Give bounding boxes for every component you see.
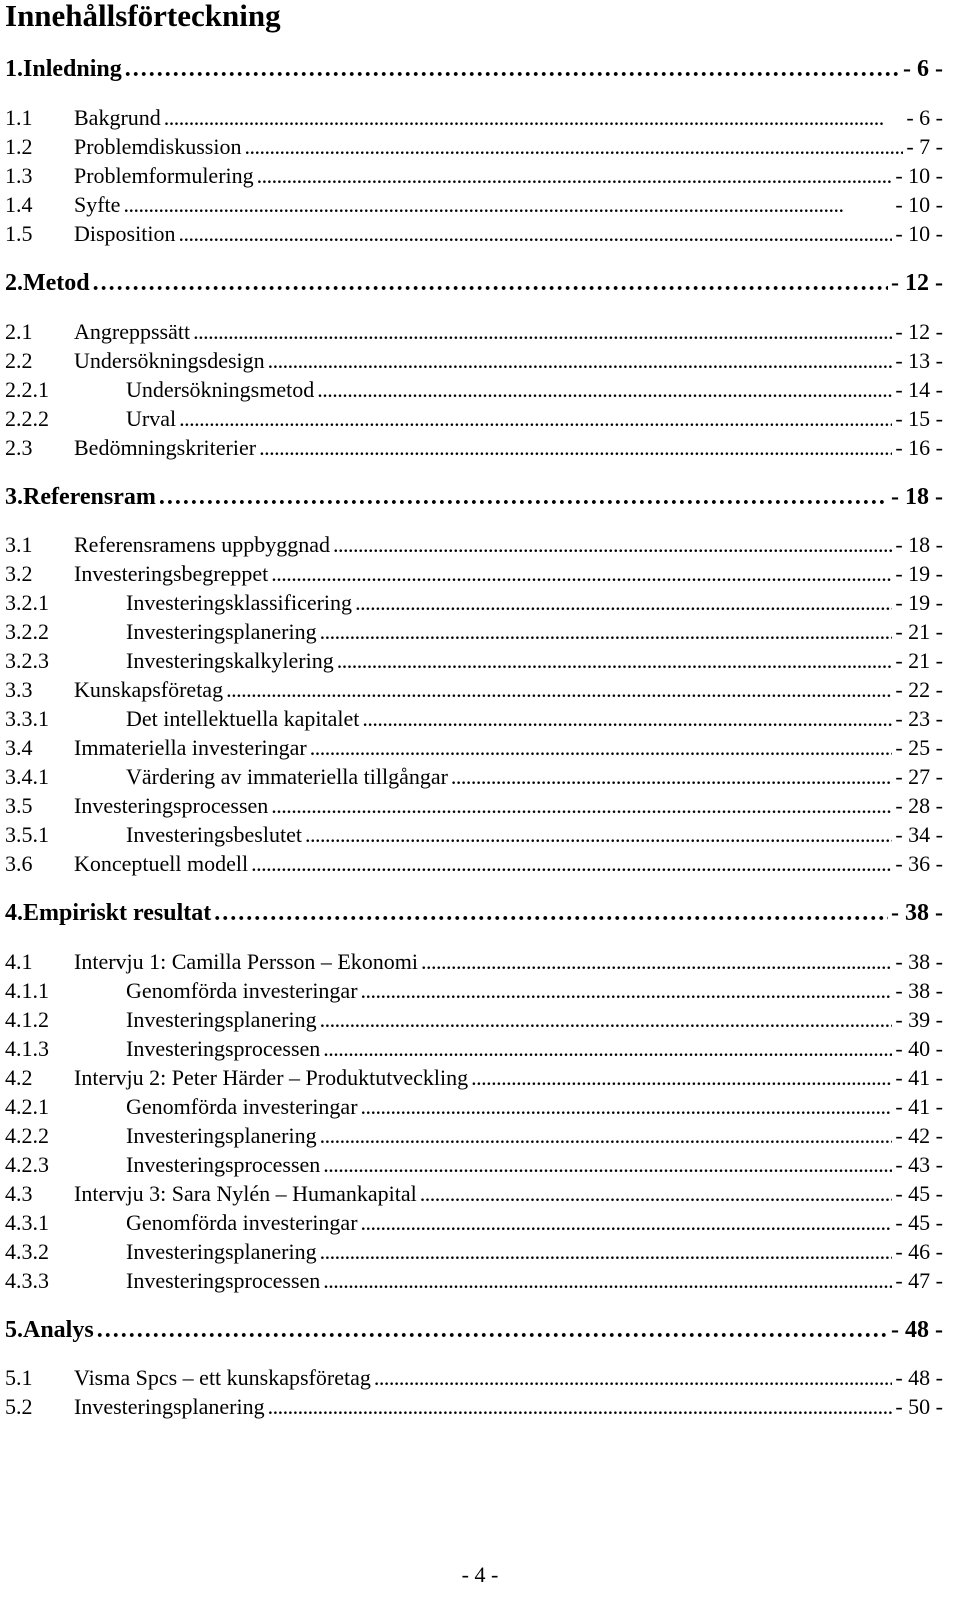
toc-entry [5, 898, 943, 928]
dot-leader [259, 433, 892, 463]
toc-entry-number: 3.2.2 [5, 619, 49, 644]
dot-leader [320, 1121, 893, 1151]
toc-entry-page: - 40 - [895, 1036, 943, 1061]
toc-entry [5, 1121, 943, 1151]
toc-entry-page: - 13 - [895, 348, 943, 373]
toc-entry-title: Referensram [23, 484, 156, 510]
toc-entry-page: - 45 - [895, 1181, 943, 1206]
toc-entry-page: - 15 - [895, 406, 943, 431]
toc-entry-number: 4.3.2 [5, 1239, 49, 1264]
dot-leader [320, 1237, 893, 1267]
toc-entry-title: Angreppssätt [74, 319, 191, 344]
toc-entry-page: - 22 - [895, 677, 943, 702]
dot-leader [323, 1034, 892, 1064]
dot-leader [214, 898, 888, 928]
dot-leader [362, 704, 892, 734]
toc-entry-page: - 16 - [895, 435, 943, 460]
toc-entry-title: Investeringsprocessen [126, 1152, 321, 1177]
toc-entry-page: - 50 - [895, 1394, 943, 1419]
toc-entry-page: - 10 - [895, 221, 943, 246]
dot-leader [471, 1063, 892, 1093]
toc-entry [5, 1237, 943, 1267]
toc-entry [5, 433, 943, 463]
toc-entry-title: Referensramens uppbyggnad [74, 532, 330, 557]
toc-entry-number: 2.2.2 [5, 406, 49, 431]
toc-entry-page: - 28 - [895, 793, 943, 818]
toc-entry-title: Metod [23, 270, 90, 296]
dot-leader [355, 588, 892, 618]
toc-entry-number: 1.1 [5, 105, 33, 130]
toc-entry-title: Urval [126, 406, 177, 431]
toc-entry-number: 4.1.2 [5, 1007, 49, 1032]
toc-entry-title: Bakgrund [74, 105, 161, 130]
toc-entry-page: - 38 - [895, 978, 943, 1003]
toc-entry-title: Investeringsprocessen [126, 1268, 321, 1293]
toc-entry-page: - 41 - [895, 1094, 943, 1119]
toc-entry [5, 849, 943, 879]
toc-entry-number: 3.2.1 [5, 590, 49, 615]
toc-entry-title: Undersökningsmetod [126, 377, 315, 402]
toc-entry [5, 482, 943, 512]
dot-leader [244, 132, 903, 162]
toc-entry [5, 1179, 943, 1209]
toc-entry [5, 190, 943, 220]
toc-entry-title: Kunskapsföretag [74, 677, 224, 702]
toc-entry [5, 646, 943, 676]
toc-entry-page: - 41 - [895, 1065, 943, 1090]
toc-entry-number: 5.2 [5, 1394, 33, 1419]
toc-entry-page: - 43 - [895, 1152, 943, 1177]
toc-entry-title: Genomförda investeringar [126, 1094, 358, 1119]
toc-entry-number: 2.3 [5, 435, 33, 460]
toc-entry [5, 346, 943, 376]
toc-entry-number: 1.4 [5, 192, 33, 217]
toc-entry [5, 530, 943, 560]
toc-entry-title: Investeringsplanering [126, 619, 317, 644]
dot-leader [271, 559, 892, 589]
toc-entry-number: 4.1.1 [5, 978, 49, 1003]
toc-entry [5, 103, 943, 133]
toc-entry-number: 2. [5, 270, 23, 296]
toc-entry-page: - 39 - [895, 1007, 943, 1032]
toc-entry [5, 1150, 943, 1180]
toc-entry-title: Konceptuell modell [74, 851, 249, 876]
dot-leader [310, 733, 893, 763]
toc-entry-number: 3.4 [5, 735, 33, 760]
toc-entry-title: Investeringsprocessen [74, 793, 269, 818]
toc-entry-title: Intervju 3: Sara Nylén – Humankapital [74, 1181, 417, 1206]
toc-entry [5, 588, 943, 618]
toc-entry [5, 704, 943, 734]
toc-entry [5, 559, 943, 589]
toc-entry-page: - 18 - [895, 532, 943, 557]
toc-entry-page: - 46 - [895, 1239, 943, 1264]
toc-entry [5, 1392, 943, 1422]
toc-entry-title: Immateriella investeringar [74, 735, 307, 760]
toc-entry-page: - 21 - [895, 648, 943, 673]
dot-leader [268, 1392, 893, 1422]
toc-entry-title: Investeringsplanering [74, 1394, 265, 1419]
toc-entry-title: Problemformulering [74, 163, 254, 188]
toc-entry-number: 3.6 [5, 851, 33, 876]
dot-leader [320, 1005, 893, 1035]
toc-entry-title: Genomförda investeringar [126, 1210, 358, 1235]
toc-entry-number: 1.5 [5, 221, 33, 246]
dot-leader [193, 317, 892, 347]
toc-entry-page: - 6 - [906, 105, 943, 130]
toc-entry [5, 317, 943, 347]
dot-leader [125, 54, 900, 84]
toc-entry-number: 3.3.1 [5, 706, 49, 731]
dot-leader [361, 1208, 893, 1238]
toc-entry [5, 161, 943, 191]
dot-leader [179, 404, 892, 434]
dot-leader [251, 849, 892, 879]
toc-entry-page: - 34 - [895, 822, 943, 847]
toc-entry-page: - 7 - [906, 134, 943, 159]
page-number: - 4 - [461, 1562, 499, 1587]
toc-entry-number: 5. [5, 1317, 23, 1343]
toc-entry [5, 1092, 943, 1122]
toc-entry [5, 976, 943, 1006]
dot-leader [257, 161, 893, 191]
toc-entry-number: 1. [5, 56, 23, 82]
toc-entry [5, 733, 943, 763]
dot-leader [226, 675, 892, 705]
dot-leader [420, 1179, 893, 1209]
toc-entry-title: Inledning [23, 56, 122, 82]
toc-entry-title: Intervju 2: Peter Härder – Produktutveckling [74, 1065, 469, 1090]
toc-entry-page: - 25 - [895, 735, 943, 760]
toc-entry-title: Bedömningskriterier [74, 435, 257, 460]
dot-leader [164, 103, 904, 133]
toc-entry-title: Visma Spcs – ett kunskapsföretag [74, 1365, 371, 1390]
toc-entry-page: - 10 - [895, 192, 943, 217]
toc-entry-page: - 21 - [895, 619, 943, 644]
toc-entry-number: 2.2 [5, 348, 33, 373]
toc-entry-title: Analys [23, 1317, 94, 1343]
toc-entry-number: 4.1 [5, 949, 33, 974]
toc-entry-title: Investeringsklassificering [126, 590, 353, 615]
toc-entry-title: Investeringsbegreppet [74, 561, 269, 586]
toc-entry-title: Disposition [74, 221, 176, 246]
dot-leader [317, 375, 892, 405]
toc-entry-number: 3.1 [5, 532, 33, 557]
toc-entry-title: Investeringsplanering [126, 1123, 317, 1148]
toc-entry-title: Investeringsplanering [126, 1007, 317, 1032]
toc-entry [5, 268, 943, 298]
dot-leader [451, 762, 892, 792]
toc-entry [5, 375, 943, 405]
dot-leader [361, 976, 893, 1006]
dot-leader [421, 947, 892, 977]
toc-entry-page: - 6 - [903, 56, 943, 82]
toc-entry-title: Problemdiskussion [74, 134, 242, 159]
toc-entry-page: - 42 - [895, 1123, 943, 1148]
toc-entry [5, 820, 943, 850]
page-title: Innehållsförteckning [5, 0, 281, 33]
dot-leader [97, 1315, 888, 1345]
toc-entry-number: 3.5.1 [5, 822, 49, 847]
toc-entry-page: - 14 - [895, 377, 943, 402]
toc-entry [5, 1208, 943, 1238]
toc-entry [5, 404, 943, 434]
toc-entry-number: 5.1 [5, 1365, 33, 1390]
dot-leader [305, 820, 892, 850]
toc-entry-title: Investeringsplanering [126, 1239, 317, 1264]
toc-entry-number: 4.2.2 [5, 1123, 49, 1148]
toc-entry [5, 1315, 943, 1345]
toc-entry-page: - 12 - [891, 270, 943, 296]
toc-entry-number: 3.4.1 [5, 764, 49, 789]
toc-entry [5, 947, 943, 977]
dot-leader [268, 346, 893, 376]
toc-entry [5, 1005, 943, 1035]
toc-entry-number: 4.3 [5, 1181, 33, 1206]
dot-leader [93, 268, 888, 298]
toc-entry-page: - 48 - [891, 1317, 943, 1343]
toc-entry-number: 2.1 [5, 319, 33, 344]
toc-entry-page: - 10 - [895, 163, 943, 188]
toc-entry-page: - 38 - [891, 900, 943, 926]
toc-entry-title: Undersökningsdesign [74, 348, 265, 373]
toc-entry-number: 1.3 [5, 163, 33, 188]
toc-entry-title: Syfte [74, 192, 121, 217]
toc-entry-page: - 36 - [895, 851, 943, 876]
dot-leader [361, 1092, 893, 1122]
dot-leader [271, 791, 892, 821]
toc-entry-page: - 27 - [895, 764, 943, 789]
dot-leader [159, 482, 888, 512]
dot-leader [320, 617, 893, 647]
toc-entry [5, 617, 943, 647]
toc-entry-title: Investeringsbeslutet [126, 822, 302, 847]
toc-entry [5, 219, 943, 249]
toc-entry-number: 1.2 [5, 134, 33, 159]
toc-entry-number: 2.2.1 [5, 377, 49, 402]
toc-entry-title: Genomförda investeringar [126, 978, 358, 1003]
dot-leader [323, 1266, 892, 1296]
toc-entry-number: 3. [5, 484, 23, 510]
dot-leader [337, 646, 893, 676]
toc-entry-title: Intervju 1: Camilla Persson – Ekonomi [74, 949, 419, 974]
toc-entry-number: 4. [5, 900, 23, 926]
toc-entry-page: - 38 - [895, 949, 943, 974]
dot-leader [123, 190, 892, 220]
toc-entry [5, 675, 943, 705]
toc-entry-title: Värdering av immateriella tillgångar [126, 764, 448, 789]
toc-entry-page: - 12 - [895, 319, 943, 344]
toc-entry-number: 4.2 [5, 1065, 33, 1090]
toc-entry-page: - 18 - [891, 484, 943, 510]
toc-entry-number: 3.5 [5, 793, 33, 818]
toc-entry-number: 4.3.1 [5, 1210, 49, 1235]
toc-entry-page: - 47 - [895, 1268, 943, 1293]
dot-leader [374, 1363, 892, 1393]
toc-entry-page: - 19 - [895, 561, 943, 586]
toc-entry [5, 54, 943, 84]
toc-entry-number: 4.2.3 [5, 1152, 49, 1177]
toc-entry-number: 4.2.1 [5, 1094, 49, 1119]
dot-leader [178, 219, 892, 249]
toc-entry-title: Empiriskt resultat [23, 900, 212, 926]
toc-entry-title: Det intellektuella kapitalet [126, 706, 360, 731]
toc-entry-page: - 45 - [895, 1210, 943, 1235]
toc-entry-number: 4.3.3 [5, 1268, 49, 1293]
toc-entry-page: - 23 - [895, 706, 943, 731]
toc-entry [5, 1363, 943, 1393]
toc-entry-number: 4.1.3 [5, 1036, 49, 1061]
toc-entry-number: 3.2.3 [5, 648, 49, 673]
toc-entry-number: 3.2 [5, 561, 33, 586]
toc-entry [5, 762, 943, 792]
toc-entry-page: - 19 - [895, 590, 943, 615]
toc-entry-title: Investeringskalkylering [126, 648, 334, 673]
toc-entry-page: - 48 - [895, 1365, 943, 1390]
toc-entry [5, 132, 943, 162]
toc-entry [5, 1266, 943, 1296]
toc-entry [5, 791, 943, 821]
toc-entry-title: Investeringsprocessen [126, 1036, 321, 1061]
dot-leader [333, 530, 892, 560]
toc-entry [5, 1063, 943, 1093]
toc-entry [5, 1034, 943, 1064]
dot-leader [323, 1150, 892, 1180]
toc-entry-number: 3.3 [5, 677, 33, 702]
